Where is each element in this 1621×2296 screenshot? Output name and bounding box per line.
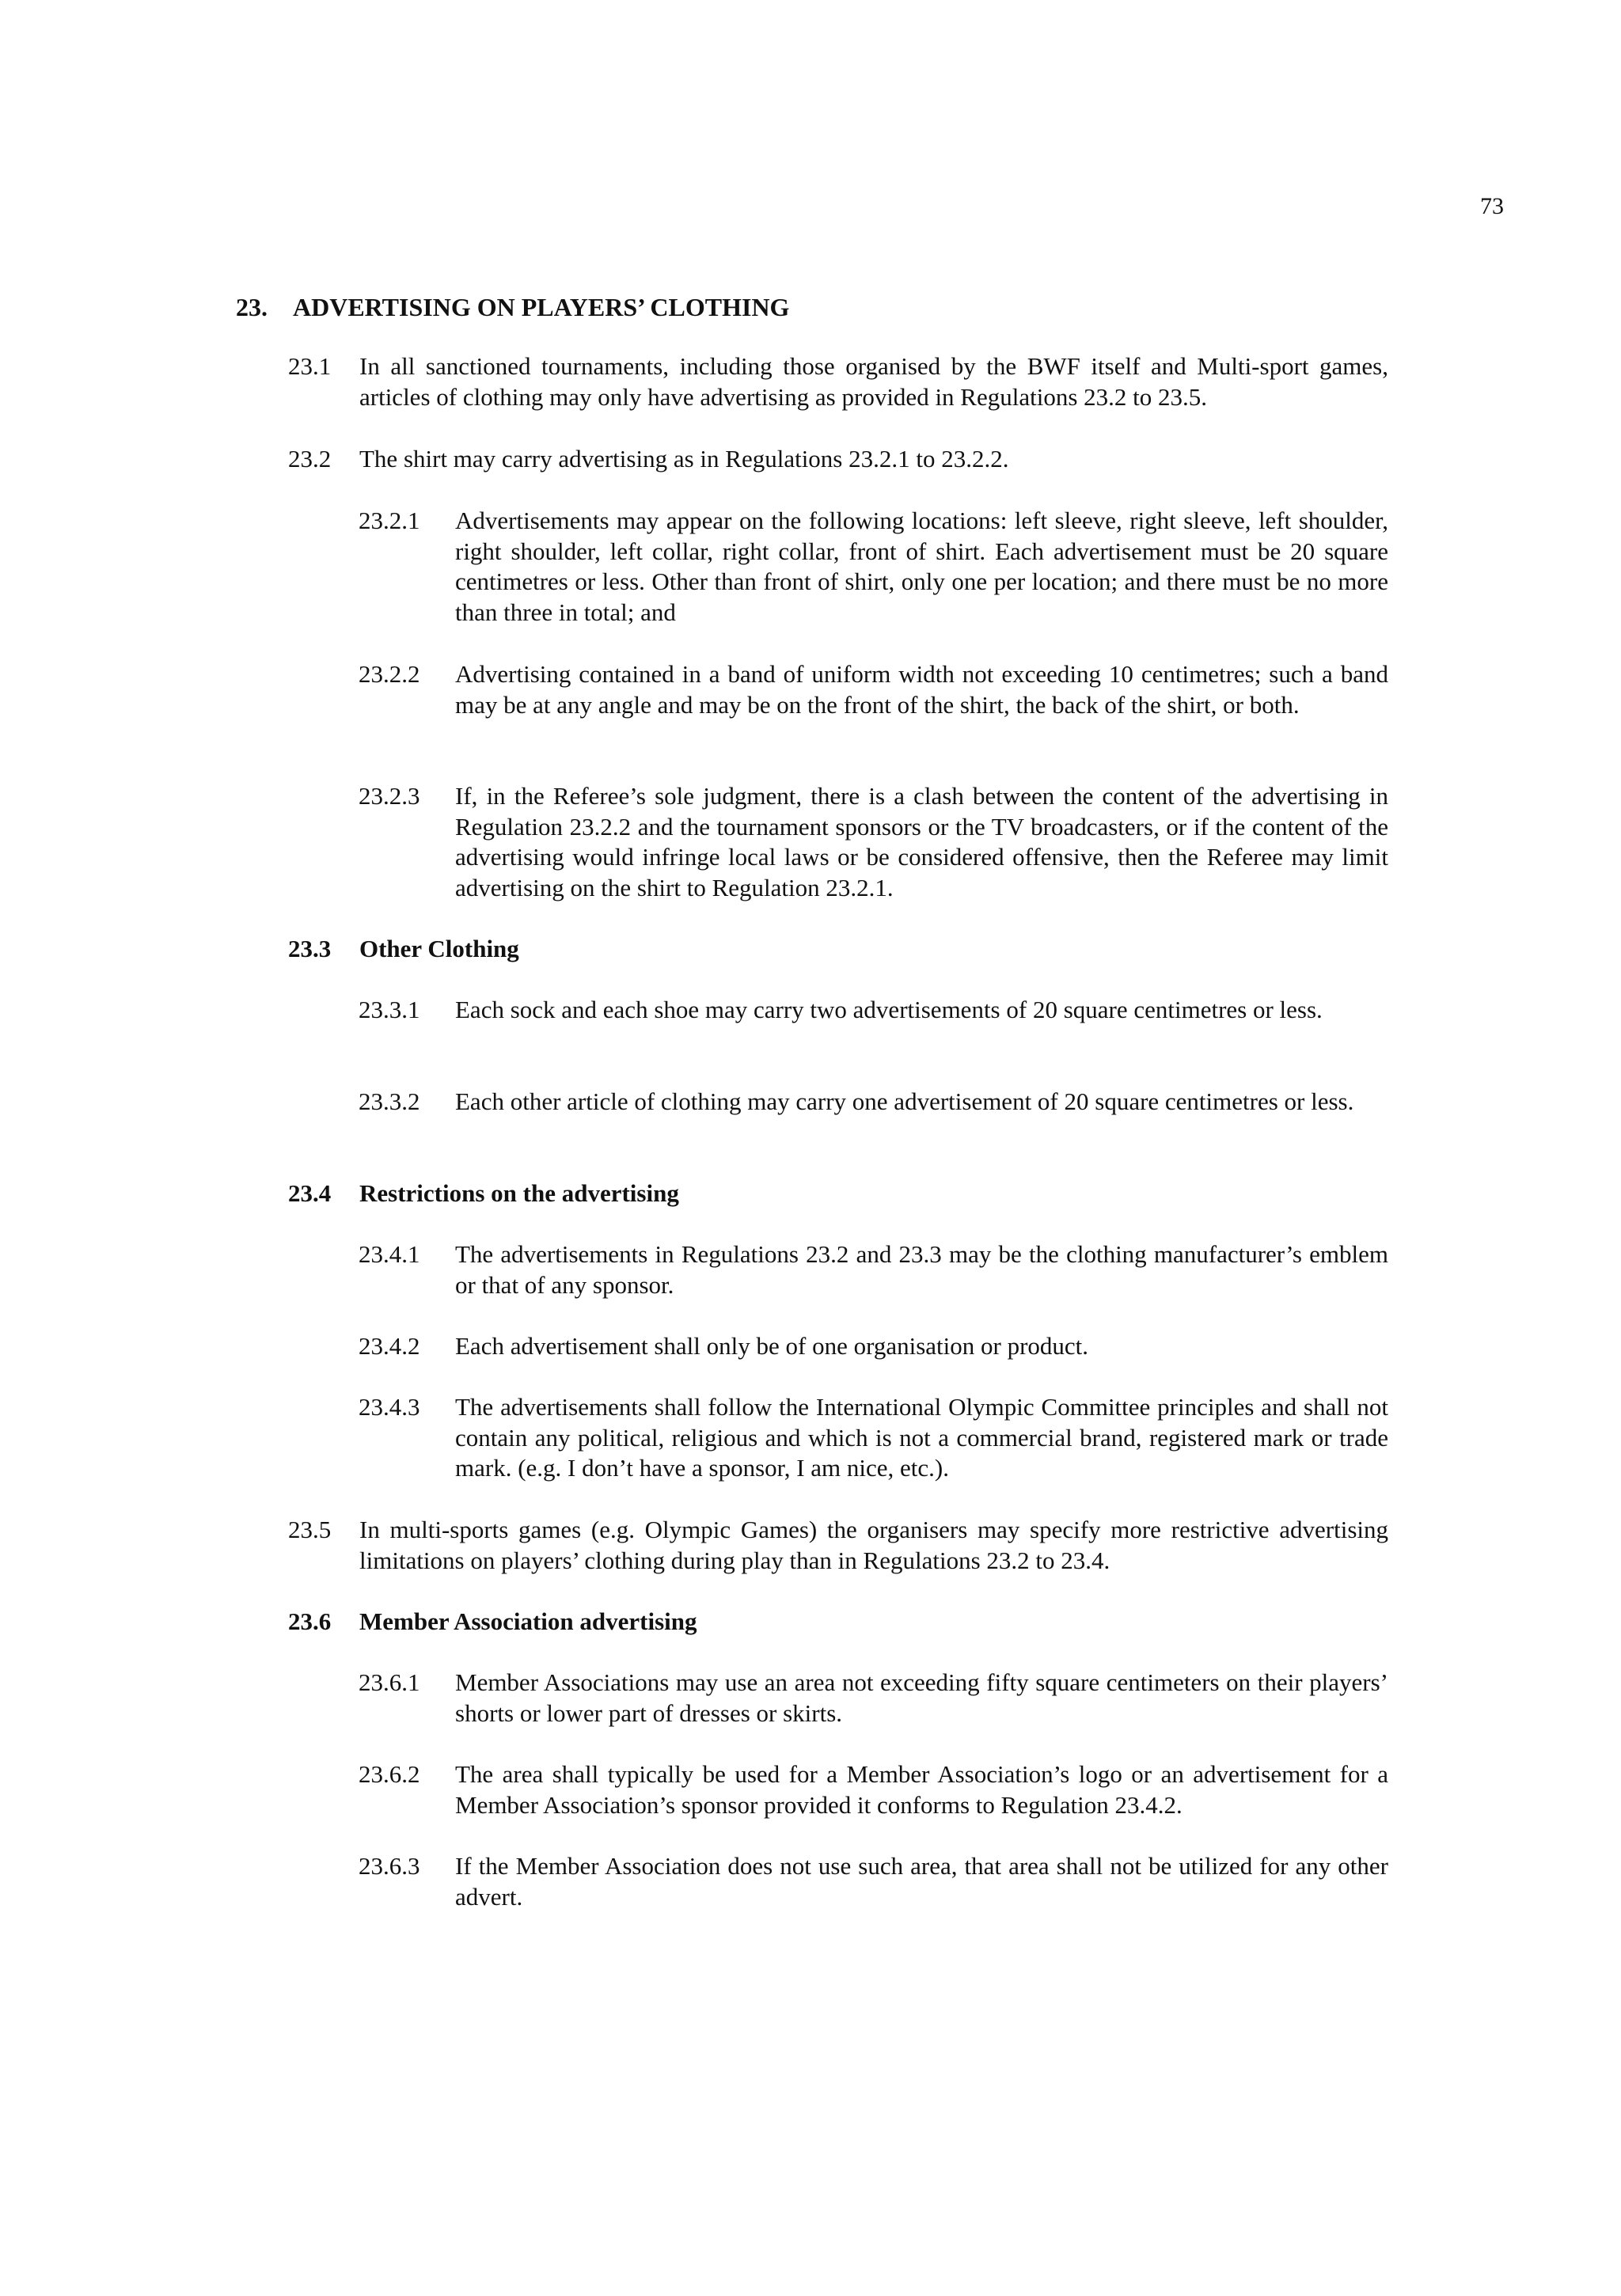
- regulation-23-6-3: [359, 1851, 1388, 1912]
- regulation-23-2-2: [359, 659, 1388, 720]
- page-number: 73: [1480, 193, 1504, 219]
- regulation-number: 23.4.2: [359, 1332, 420, 1360]
- section-title: ADVERTISING ON PLAYERS’ CLOTHING: [293, 293, 790, 321]
- regulation-number: 23.6.3: [359, 1852, 420, 1880]
- regulation-number: 23.2.3: [359, 782, 420, 810]
- regulation-text: Each advertisement shall only be of one organisation or product.: [455, 1332, 1089, 1360]
- regulation-text: In multi-sports games (e.g. Olympic Games) the organisers may specify more restrictive advertising limitations on players’ clothing during play than in Regulations 23.2 to 23.4.: [359, 1516, 1388, 1574]
- regulation-text: The advertisements shall follow the International Olympic Committee principles and shall not contain any political, religious and which is not a commercial brand, registered mark or trade mark. (e.g. I don’t have a sponsor, I am nice, etc.).: [455, 1393, 1388, 1482]
- regulation-text: Member Associations may use an area not exceeding fifty square centimeters on their players’ shorts or lower part of dresses or skirts.: [455, 1668, 1388, 1727]
- regulation-number: 23.3.2: [359, 1087, 420, 1115]
- subsection-number: 23.4: [288, 1179, 332, 1207]
- regulation-text: Each other article of clothing may carry one advertisement of 20 square centimetres or less.: [455, 1087, 1354, 1115]
- regulation-23-2: [288, 444, 1388, 475]
- subsection-23-4: [288, 1178, 1388, 1209]
- subsection-title: Restrictions on the advertising: [359, 1179, 679, 1207]
- regulation-number: 23.1: [288, 352, 332, 380]
- subsection-23-6: [288, 1607, 1388, 1638]
- regulation-23-3-1: [359, 995, 1388, 1026]
- regulation-23-2-3: [359, 781, 1388, 903]
- regulation-23-4-2: [359, 1331, 1388, 1362]
- regulation-number: 23.3.1: [359, 996, 420, 1023]
- subsection-title: Other Clothing: [359, 935, 519, 962]
- regulation-23-6-2: [359, 1759, 1388, 1820]
- subsection-number: 23.3: [288, 935, 332, 962]
- regulation-23-3-2: [359, 1087, 1388, 1118]
- regulation-23-5: [288, 1515, 1388, 1576]
- regulation-number: 23.2.2: [359, 660, 420, 688]
- regulation-text: In all sanctioned tournaments, including those organised by the BWF itself and Multi-sport games, articles of clothing may only have advertising as provided in Regulations 23.2 to 23.5.: [359, 352, 1388, 411]
- regulation-23-2-1: [359, 506, 1388, 628]
- regulation-number: 23.2: [288, 445, 332, 472]
- subsection-23-3: [288, 934, 1388, 965]
- regulation-text: If, in the Referee’s sole judgment, there is a clash between the content of the advertising in Regulation 23.2.2 and the tournament sponsors or the TV broadcasters, or if the content of the advertising would infringe local laws or be considered offensive, then the Referee may limit advertising on the shirt to Regulation 23.2.1.: [455, 782, 1388, 901]
- regulation-text: Each sock and each shoe may carry two advertisements of 20 square centimetres or less.: [455, 996, 1323, 1023]
- regulation-text: The area shall typically be used for a Member Association’s logo or an advertisement for a Member Association’s sponsor provided it conforms to Regulation 23.4.2.: [455, 1760, 1388, 1819]
- regulation-number: 23.6.1: [359, 1668, 420, 1696]
- section-heading: [236, 293, 789, 322]
- regulation-text: If the Member Association does not use such area, that area shall not be utilized for any other advert.: [455, 1852, 1388, 1911]
- regulation-text: Advertisements may appear on the following locations: left sleeve, right sleeve, left shoulder, right shoulder, left collar, right collar, front of shirt. Each advertisement must be 20 square centimetres or less. Other than front of shirt, only one per location; and there must be no more than three in total; and: [455, 507, 1388, 626]
- regulation-23-4-1: [359, 1239, 1388, 1300]
- regulation-number: 23.4.1: [359, 1240, 420, 1268]
- regulation-number: 23.5: [288, 1516, 332, 1543]
- section-number: 23.: [236, 293, 268, 321]
- regulation-number: 23.2.1: [359, 507, 420, 534]
- regulation-text: The shirt may carry advertising as in Regulations 23.2.1 to 23.2.2.: [359, 445, 1009, 472]
- regulation-text: The advertisements in Regulations 23.2 and 23.3 may be the clothing manufacturer’s emblem or that of any sponsor.: [455, 1240, 1388, 1299]
- subsection-number: 23.6: [288, 1607, 332, 1635]
- regulation-number: 23.6.2: [359, 1760, 420, 1788]
- regulation-number: 23.4.3: [359, 1393, 420, 1421]
- regulation-23-6-1: [359, 1668, 1388, 1729]
- regulation-23-4-3: [359, 1392, 1388, 1484]
- regulation-text: Advertising contained in a band of uniform width not exceeding 10 centimetres; such a band may be at any angle and may be on the front of the shirt, the back of the shirt, or both.: [455, 660, 1388, 719]
- regulation-23-1: [288, 351, 1388, 412]
- subsection-title: Member Association advertising: [359, 1607, 697, 1635]
